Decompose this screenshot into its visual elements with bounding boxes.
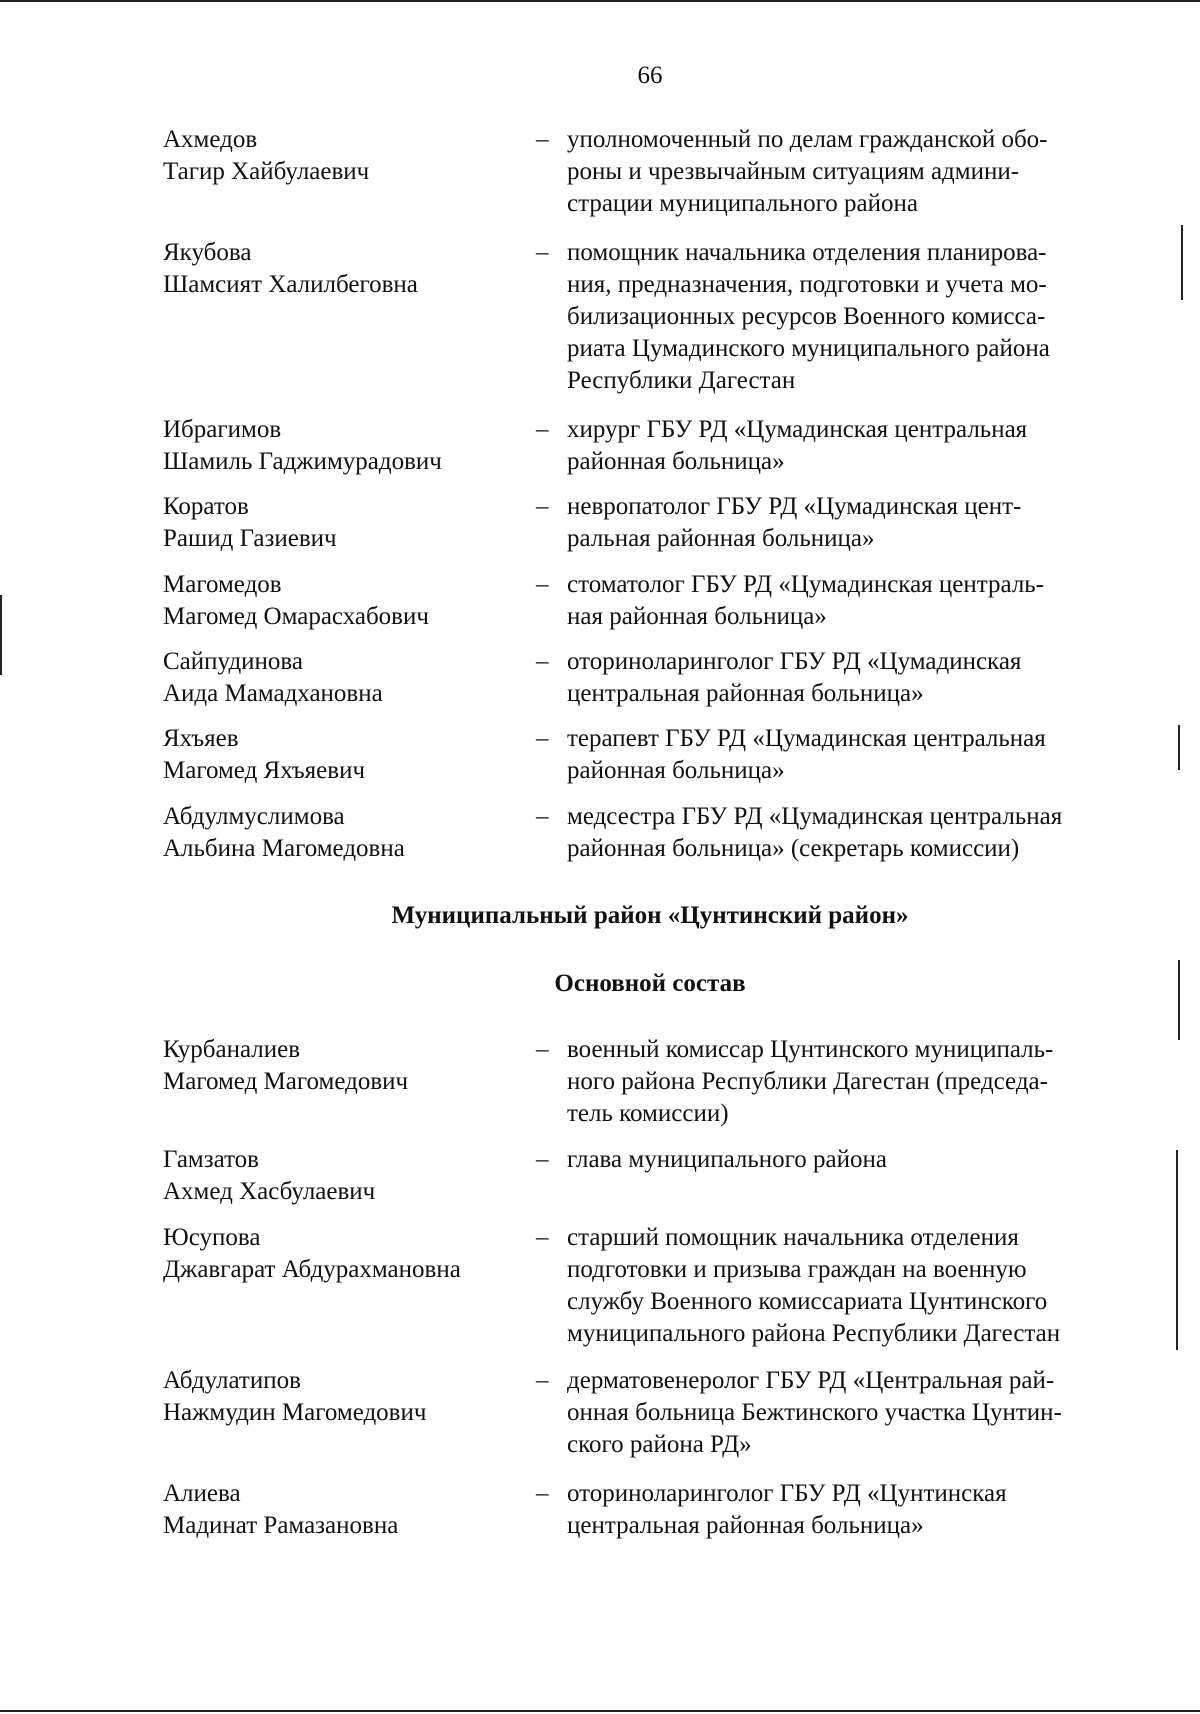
member-surname: Ахмедов	[163, 126, 258, 153]
section-title: Муниципальный район «Цунтинский район»	[391, 902, 909, 929]
member-surname: Курбаналиев	[163, 1036, 301, 1063]
member-role	[567, 1478, 1143, 1542]
member-surname: Коратов	[163, 493, 249, 520]
role-line: стоматолог ГБУ РД «Цумадинская централь-	[567, 571, 1045, 598]
dash-separator: –	[536, 1480, 549, 1507]
member-surname: Сайпудинова	[163, 648, 304, 675]
role-line: страции муниципального района	[567, 190, 918, 217]
member-name	[163, 1222, 523, 1286]
member-given-names: Мадинат Рамазановна	[163, 1512, 399, 1539]
dash-separator: –	[536, 1146, 549, 1173]
member-given-names: Магомед Магомедович	[163, 1068, 409, 1095]
member-role	[567, 414, 1143, 478]
role-line: службу Военного комиссариата Цунтинского	[567, 1288, 1048, 1315]
member-role	[567, 491, 1143, 555]
member-surname: Абдулатипов	[163, 1367, 301, 1394]
member-surname: Яхъяев	[163, 725, 239, 752]
role-line: помощник начальника отделения планирова-	[567, 239, 1047, 266]
member-surname: Ибрагимов	[163, 416, 282, 443]
member-name	[163, 569, 523, 633]
role-line: онная больница Бежтинского участка Цунтин-	[567, 1399, 1062, 1426]
member-role	[567, 646, 1143, 710]
dash-separator: –	[536, 1367, 549, 1394]
role-line: подготовки и призыва граждан на военную	[567, 1256, 1027, 1283]
subsection-title: Основной состав	[554, 970, 746, 997]
member-role	[567, 1365, 1143, 1461]
member-given-names: Ахмед Хасбулаевич	[163, 1178, 376, 1205]
member-name	[163, 1478, 523, 1542]
dash-separator: –	[536, 493, 549, 520]
page-number: 66	[637, 62, 663, 89]
dash-separator: –	[536, 416, 549, 443]
member-given-names: Нажмудин Магомедович	[163, 1399, 427, 1426]
dash-separator: –	[536, 1224, 549, 1251]
role-line: тель комиссии)	[567, 1100, 729, 1127]
dash-separator: –	[536, 803, 549, 830]
role-line: центральная районная больница»	[567, 680, 924, 707]
member-role	[567, 801, 1143, 865]
dash-separator: –	[536, 239, 549, 266]
scan-edge-mark	[1178, 725, 1180, 770]
role-line: районная больница» (секретарь комиссии)	[567, 835, 1020, 862]
role-line: уполномоченный по делам гражданской обо-	[567, 126, 1048, 153]
member-role	[567, 569, 1143, 633]
role-line: ния, предназначения, подготовки и учета мо-	[567, 271, 1047, 298]
dash-separator: –	[536, 648, 549, 675]
role-line: дерматовенеролог ГБУ РД «Центральная рай-	[567, 1367, 1055, 1394]
dash-separator: –	[536, 1036, 549, 1063]
member-given-names: Джавгарат Абдурахмановна	[163, 1256, 461, 1283]
member-role	[567, 723, 1143, 787]
member-given-names: Альбина Магомедовна	[163, 835, 405, 862]
member-surname: Гамзатов	[163, 1146, 259, 1173]
scan-edge-mark	[1178, 960, 1180, 1040]
role-line: терапевт ГБУ РД «Цумадинская центральная	[567, 725, 1046, 752]
member-given-names: Тагир Хайбулаевич	[163, 158, 370, 185]
member-role	[567, 1144, 1143, 1176]
member-name	[163, 1034, 523, 1098]
scan-edge-top	[0, 0, 1200, 2]
role-line: ная районная больница»	[567, 603, 827, 630]
member-name	[163, 646, 523, 710]
role-line: Республики Дагестан	[567, 367, 796, 394]
role-line: военный комиссар Цунтинского муниципаль-	[567, 1036, 1054, 1063]
member-role	[567, 1222, 1143, 1350]
member-name	[163, 801, 523, 865]
member-given-names: Рашид Газиевич	[163, 525, 337, 552]
member-name	[163, 124, 523, 188]
member-name	[163, 237, 523, 301]
member-name	[163, 1365, 523, 1429]
role-line: оториноларинголог ГБУ РД «Цунтинская	[567, 1480, 1007, 1507]
member-role	[567, 237, 1143, 397]
member-given-names: Магомед Омарасхабович	[163, 603, 429, 630]
role-line: билизационных ресурсов Военного комисса-	[567, 303, 1046, 330]
member-given-names: Магомед Яхъяевич	[163, 757, 366, 784]
member-name	[163, 1144, 523, 1208]
member-surname: Магомедов	[163, 571, 282, 598]
role-line: хирург ГБУ РД «Цумадинская центральная	[567, 416, 1028, 443]
member-given-names: Аида Мамадхановна	[163, 680, 383, 707]
member-role	[567, 1034, 1143, 1130]
member-surname: Алиева	[163, 1480, 241, 1507]
role-line: районная больница»	[567, 448, 785, 475]
role-line: ного района Республики Дагестан (председа-	[567, 1068, 1048, 1095]
role-line: медсестра ГБУ РД «Цумадинская центральная	[567, 803, 1063, 830]
member-name	[163, 491, 523, 555]
dash-separator: –	[536, 126, 549, 153]
role-line: центральная районная больница»	[567, 1512, 924, 1539]
scan-edge-mark	[1176, 1150, 1178, 1350]
role-line: риата Цумадинского муниципального района	[567, 335, 1050, 362]
role-line: роны и чрезвычайным ситуациям админи-	[567, 158, 1020, 185]
member-given-names: Шамиль Гаджимурадович	[163, 448, 442, 475]
role-line: районная больница»	[567, 757, 785, 784]
role-line: невропатолог ГБУ РД «Цумадинская цент-	[567, 493, 1022, 520]
role-line: ральная районная больница»	[567, 525, 875, 552]
role-line: муниципального района Республики Дагестан	[567, 1320, 1061, 1347]
member-surname: Юсупова	[163, 1224, 261, 1251]
role-line: оториноларинголог ГБУ РД «Цумадинская	[567, 648, 1022, 675]
role-line: старший помощник начальника отделения	[567, 1224, 1019, 1251]
member-surname: Якубова	[163, 239, 252, 266]
scan-edge-mark	[0, 595, 2, 675]
member-name	[163, 414, 523, 478]
member-given-names: Шамсият Халилбеговна	[163, 271, 418, 298]
member-surname: Абдулмуслимова	[163, 803, 345, 830]
member-name	[163, 723, 523, 787]
role-line: глава муниципального района	[567, 1146, 887, 1173]
role-line: ского района РД»	[567, 1431, 752, 1458]
member-role	[567, 124, 1143, 220]
scan-edge-bottom	[0, 1710, 1200, 1712]
dash-separator: –	[536, 725, 549, 752]
scan-edge-mark	[1181, 225, 1183, 300]
dash-separator: –	[536, 571, 549, 598]
